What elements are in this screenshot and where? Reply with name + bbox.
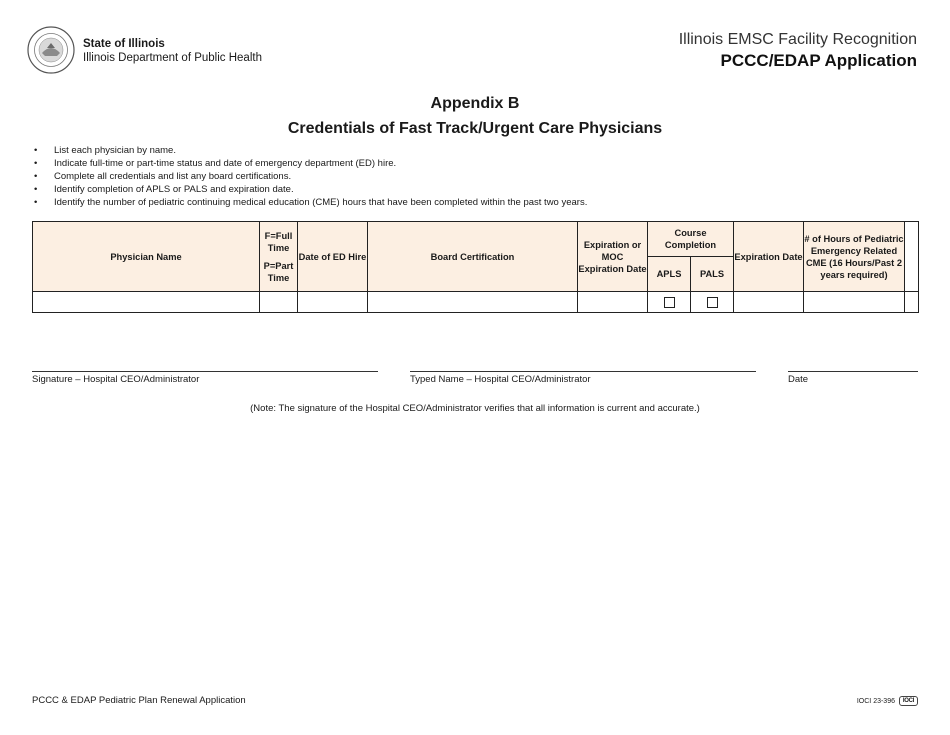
state-seal-icon: [27, 26, 75, 74]
header-status-part: P=Part Time: [263, 260, 294, 283]
typed-name-line[interactable]: [410, 371, 756, 372]
expiration-date-cell[interactable]: [734, 292, 804, 313]
header-physician-name: Physician Name: [33, 222, 260, 292]
credentials-table: [32, 221, 919, 313]
physician-name-cell[interactable]: [33, 292, 260, 313]
application-name: PCCC/EDAP Application: [720, 51, 917, 70]
header-spacer: [905, 222, 919, 292]
cme-hours-cell[interactable]: [804, 292, 905, 313]
pals-cell: [691, 292, 734, 313]
instruction-item: • Identify completion of APLS or PALS and expiration date.: [34, 183, 587, 196]
board-certification-cell[interactable]: [368, 292, 578, 313]
date-line[interactable]: [788, 371, 918, 372]
signature-note: (Note: The signature of the Hospital CEO/Administrator verifies that all information is current and accurate.): [250, 403, 700, 414]
date-label: Date: [788, 374, 809, 385]
apls-checkbox[interactable]: [664, 297, 675, 308]
ioci-logo-icon: IOCI: [899, 696, 918, 706]
ed-hire-cell[interactable]: [298, 292, 368, 313]
header-pals: PALS: [691, 257, 734, 292]
program-block: [679, 30, 917, 71]
instruction-item: • Indicate full-time or part-time status and date of emergency department (ED) hire.: [34, 157, 587, 170]
signature-line[interactable]: [32, 371, 378, 372]
moc-expiration-cell[interactable]: [578, 292, 648, 313]
header-status: [260, 222, 298, 292]
header-expiration-date: Expiration Date: [734, 222, 804, 292]
agency-department: Illinois Department of Public Health: [83, 52, 262, 64]
appendix-label: Appendix B: [430, 95, 520, 112]
header-ed-hire: Date of ED Hire: [298, 222, 368, 292]
page-title: Credentials of Fast Track/Urgent Care Physicians: [287, 120, 663, 137]
pals-checkbox[interactable]: [707, 297, 718, 308]
agency-name: State of Illinois: [83, 38, 165, 50]
footer-code-block: [857, 696, 918, 706]
header-course-completion: Course Completion: [648, 222, 734, 257]
header-board-certification: Board Certification: [368, 222, 578, 292]
form-code: IOCI 23-396: [856, 697, 895, 705]
header-moc-expiration: Expiration or MOC Expiration Date: [578, 222, 648, 292]
instruction-item: • List each physician by name.: [34, 144, 587, 157]
instruction-item: • Identify the number of pediatric continuing medical education (CME) hours that have been completed within the past two years.: [34, 196, 587, 209]
header-apls: APLS: [648, 257, 691, 292]
typed-name-label: Typed Name – Hospital CEO/Administrator: [410, 374, 591, 385]
program-name: Illinois EMSC Facility Recognition: [678, 31, 917, 48]
spacer-cell: [905, 292, 919, 313]
signature-label: Signature – Hospital CEO/Administrator: [32, 374, 200, 385]
table-row: [33, 292, 919, 313]
apls-cell: [648, 292, 691, 313]
header-cme-hours: # of Hours of Pediatric Emergency Related CME (16 Hours/Past 2 years required): [804, 222, 905, 292]
agency-block: [83, 37, 262, 65]
status-cell[interactable]: [260, 292, 298, 313]
footer-title: PCCC & EDAP Pediatric Plan Renewal Application: [32, 695, 246, 706]
instructions-list: [34, 144, 587, 209]
header-status-full: F=Full Time: [264, 230, 293, 253]
instruction-item: • Complete all credentials and list any board certifications.: [34, 170, 587, 183]
